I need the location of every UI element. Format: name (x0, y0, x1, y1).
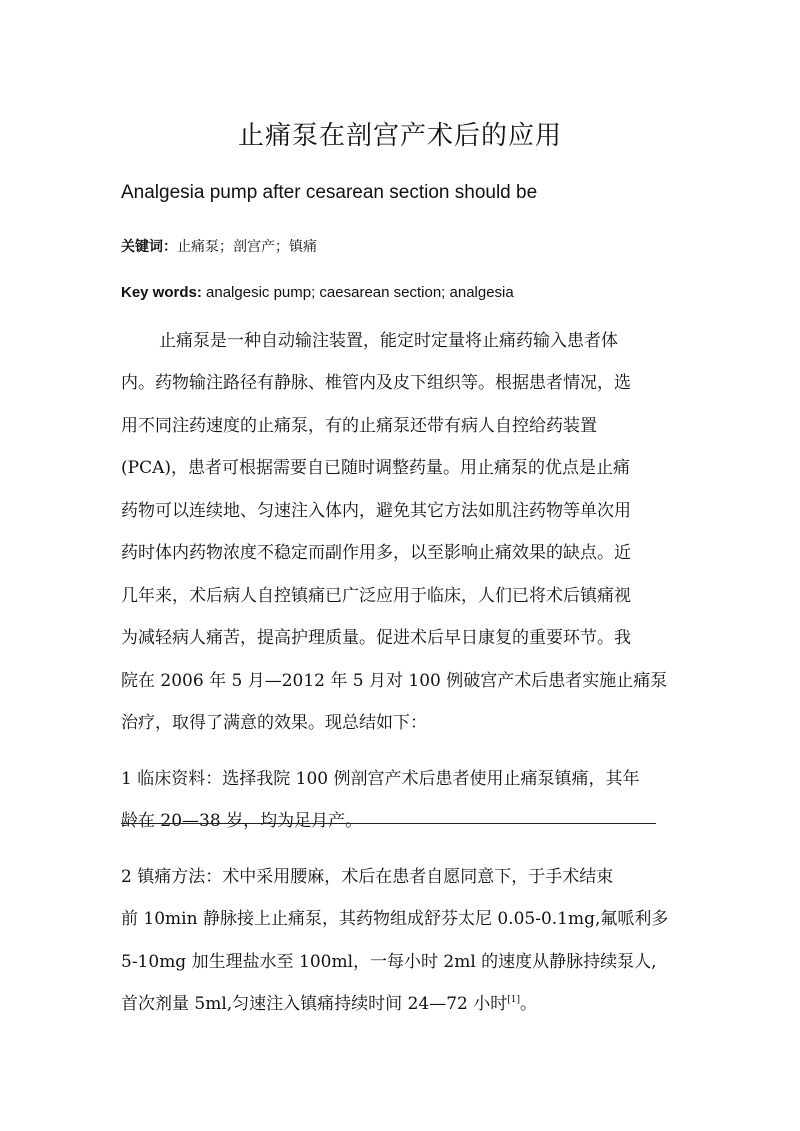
keywords-en (121, 284, 514, 301)
section-1-line: 龄在 20—38 岁，均为足月产。 (121, 811, 363, 831)
intro-line: 院在 2006 年 5 月—2012 年 5 月对 100 例破宫产术后患者实施止痛泵 (121, 671, 668, 691)
intro-line: (PCA)，患者可根据需要自已随时调整药量。用止痛泵的优点是止痛 (121, 458, 630, 478)
intro-line: 内。药物输注路径有静脉、椎管内及皮下组织等。根据患者情况，选 (121, 373, 631, 393)
intro-line: 用不同注药速度的止痛泵，有的止痛泵还带有病人自控给药装置 (121, 416, 597, 436)
intro-line: 药时体内药物浓度不稳定而副作用多，以至影响止痛效果的缺点。近 (121, 543, 631, 563)
section-2-line: 前 10min 静脉接上止痛泵，其药物组成舒芬太尼 0.05-0.1mg,氟哌利多 (121, 909, 669, 929)
citation-ref: [1] (507, 995, 521, 1005)
keywords-cn (121, 236, 317, 256)
section-2-tail: 。 (520, 994, 538, 1014)
page-title: 止痛泵在剖宫产术后的应用 (237, 121, 562, 151)
section-2-line: 5-10mg 加生理盐水至 100ml，一每小时 2ml 的速度从静脉持续泵人, (121, 952, 657, 972)
english-title: Analgesia pump after cesarean section should be (121, 182, 538, 203)
divider-line (121, 823, 656, 824)
intro-line: 药物可以连续地、匀速注入体内，避免其它方法如肌注药物等单次用 (121, 501, 631, 521)
keywords-en-label: Key words: (121, 284, 202, 301)
intro-line: 为减轻病人痛苦，提高护理质量。促进术后早日康复的重要环节。我 (121, 628, 631, 648)
keywords-en-text: analgesic pump; caesarean section; analgesia (201, 284, 514, 301)
keywords-cn-label: 关键词： (121, 239, 177, 255)
section-2-last-line (121, 989, 537, 1014)
section-1-line: 1 临床资料：选择我院 100 例剖宫产术后患者使用止痛泵镇痛，其年 (121, 769, 640, 789)
intro-line: 治疗，取得了满意的效果。现总结如下： (121, 713, 427, 733)
section-2-line: 首次剂量 5ml,匀速注入镇痛持续时间 24—72 小时 (121, 994, 508, 1014)
intro-line: 几年来，术后病人自控镇痛已广泛应用于临床，人们已将术后镇痛视 (121, 586, 631, 606)
keywords-cn-text: 止痛泵；剖宫产；镇痛 (177, 239, 317, 255)
section-2-line: 2 镇痛方法：术中采用腰麻，术后在患者自愿同意下，于手术结束 (121, 867, 614, 887)
intro-line: 止痛泵是一种自动输注装置，能定时定量将止痛药输入患者体 (159, 331, 618, 351)
